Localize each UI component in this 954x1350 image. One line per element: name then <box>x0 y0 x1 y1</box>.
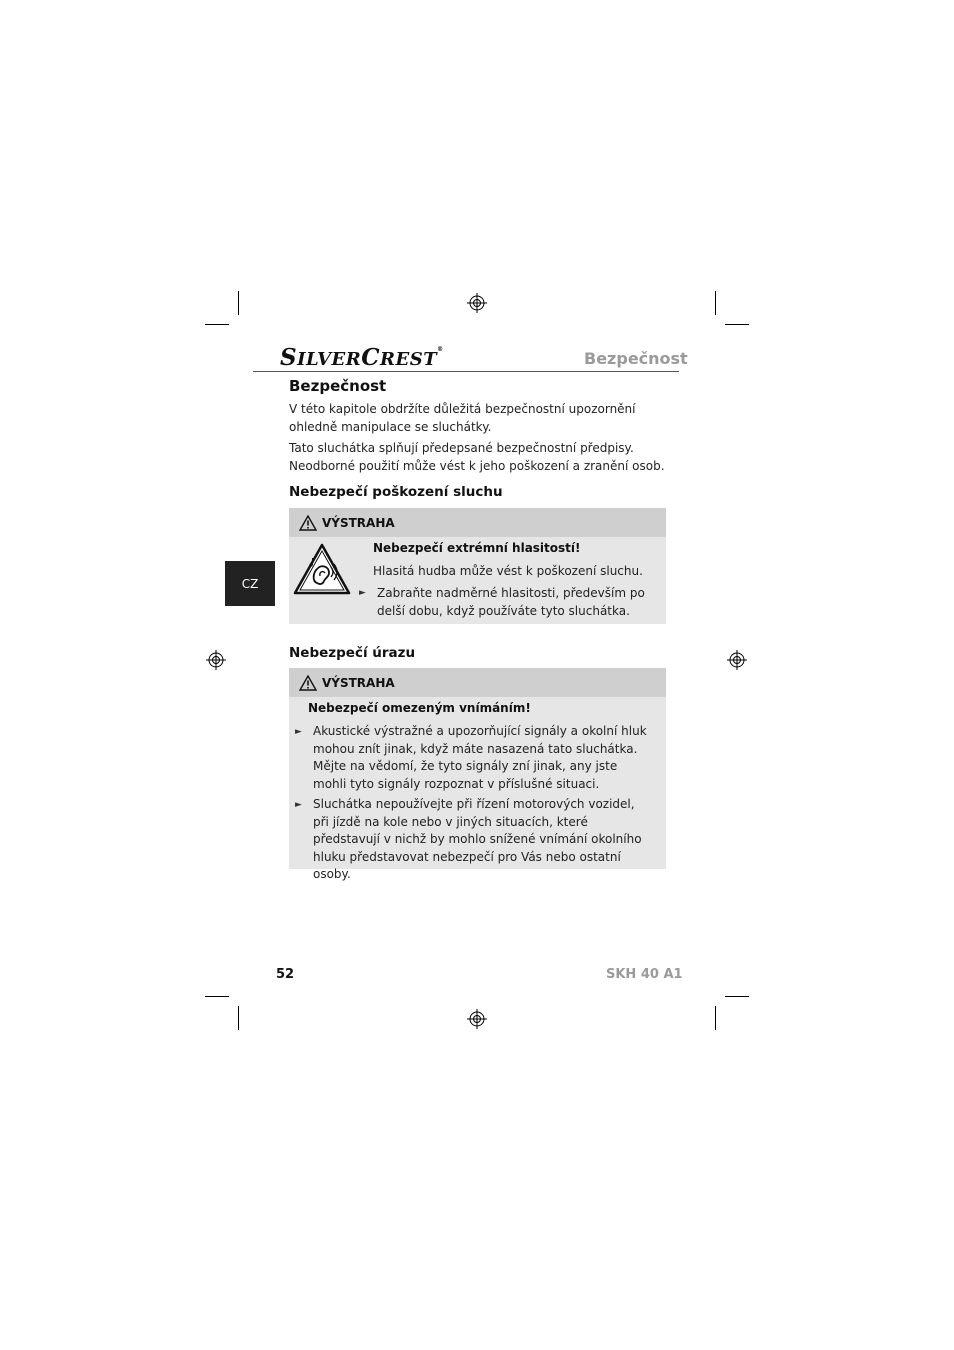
model-number: SKH 40 A1 <box>606 967 683 982</box>
page-number: 52 <box>276 967 295 982</box>
brand-logo: SILVERCREST® <box>280 344 444 371</box>
registration-mark-icon <box>467 1009 487 1029</box>
arrow-bullet-icon: ► <box>359 588 366 598</box>
crop-mark <box>205 324 229 325</box>
page-title: Bezpečnost <box>289 377 387 395</box>
loud-music-ear-icon <box>293 543 351 595</box>
hazard-title: Nebezpečí omezeným vnímáním! <box>308 701 531 715</box>
crop-mark <box>238 1006 239 1030</box>
section-title-hearing: Nebezpečí poškození sluchu <box>289 484 503 500</box>
hazard-text: Hlasitá hudba může vést k poškození sluchu. <box>373 564 643 578</box>
crop-mark <box>205 996 229 997</box>
crop-mark <box>715 1006 716 1030</box>
crop-mark <box>725 996 749 997</box>
crop-mark <box>715 291 716 315</box>
registration-mark-icon <box>467 293 487 313</box>
arrow-bullet-icon: ► <box>295 727 302 737</box>
warning-header: VÝSTRAHA <box>289 508 666 537</box>
warning-bullet: Zabraňte nadměrné hlasitosti, především po delší dobu, když používáte tyto sluchátka. <box>377 586 645 618</box>
warning-bullet: Akustické výstražné a upozorňující signály a okolní hluk mohou znít jinak, když máte nasazená tato sluchátka. Mějte na vědomí, že tyto signály zní jinak, any jste mohli tyto signály rozpoznat v příslušné situaci. <box>313 724 647 791</box>
registration-mark-icon <box>206 650 226 670</box>
language-tab: CZ <box>225 561 275 606</box>
registration-mark-icon <box>727 650 747 670</box>
intro-paragraph: Tato sluchátka splňují předepsané bezpečnostní předpisy. Neodborné použití může vést k jeho poškození a zranění osob. <box>289 441 665 473</box>
crop-mark <box>238 291 239 315</box>
arrow-bullet-icon: ► <box>295 800 302 810</box>
header-section-title: Bezpečnost <box>584 349 688 368</box>
warning-bullet: Sluchátka nepoužívejte při řízení motorových vozidel, při jízdě na kole nebo v jiných situacích, které představují v nichž by mohlo snížené vnímání okolního hluku představovat nebezpečí pro Vás nebo ostatní osoby. <box>313 797 642 881</box>
header-divider <box>253 371 679 372</box>
warning-box-hearing <box>289 508 666 624</box>
intro-paragraph: V této kapitole obdržíte důležitá bezpečnostní upozornění ohledně manipulace se sluchátky. <box>289 402 636 434</box>
warning-header: VÝSTRAHA <box>289 668 666 697</box>
warning-triangle-icon <box>299 675 317 691</box>
warning-triangle-icon <box>299 515 317 531</box>
hazard-title: Nebezpečí extrémní hlasitostí! <box>373 541 581 555</box>
crop-mark <box>725 324 749 325</box>
warning-box-injury <box>289 668 666 881</box>
section-title-injury: Nebezpečí úrazu <box>289 645 416 661</box>
